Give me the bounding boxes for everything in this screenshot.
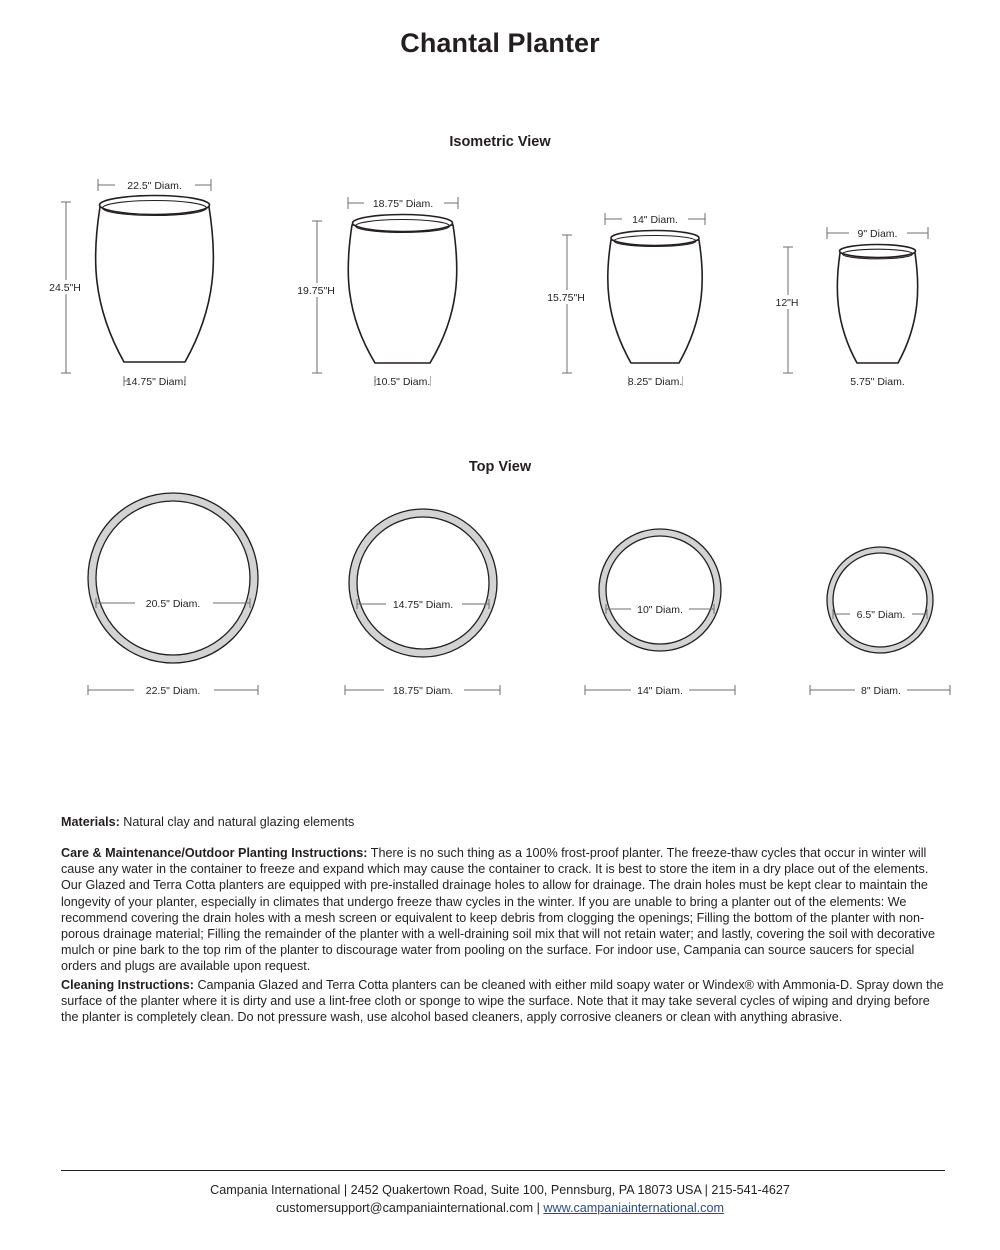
- top-diameter-label: 18.75" Diam.: [372, 198, 434, 210]
- footer-email: customersupport@campaniainternational.com: [276, 1200, 534, 1215]
- planter-rim-outer: [611, 231, 699, 246]
- top-view-row: [0, 490, 1000, 710]
- height-label: 19.75"H: [297, 285, 335, 297]
- planter-body: [96, 207, 214, 362]
- isometric-planter-1: [40, 165, 290, 405]
- planter-body: [837, 253, 917, 363]
- materials-label: Materials:: [61, 815, 120, 829]
- care-text: There is no such thing as a 100% frost-proof planter. The freeze-thaw cycles that occur in winter will cause any water in the container to freeze and expand which may cause the container to crack. It is best to store the item in a dry place out of the elements. Our Glazed and Terra Cotta planters are equipped with pre-installed drainage holes to allow for drainage. The drain holes must be kept clear to maintain the longevity of your planter, especially in climates that undergo freeze thaw cycles in the winter. If you are unable to bring a planter out of the elements: We recommend covering the drain holes with a mesh screen or equivalent to keep debris from clogging the openings; Filling the bottom of the planter with non-porous drainage material; Filling the remainder of the planter with a well-draining soil mix that will not retain water; and lastly, covering the soil with decorative mulch or pine bark to the top rim of the planter to discourage water from pooling on the surface. For indoor use, Campania can source saucers for special orders and plugs are available upon request.: [61, 846, 936, 974]
- height-label: 12"H: [775, 297, 799, 309]
- planter-body: [608, 240, 703, 363]
- inner-diameter-label: 6.5" Diam.: [856, 609, 906, 621]
- isometric-view-row: [0, 165, 1000, 405]
- top-view-planter-2: [300, 490, 550, 710]
- top-diameter-label: 14" Diam.: [632, 214, 678, 226]
- rim-inner-circle: [833, 553, 927, 647]
- height-label: 24.5"H: [49, 282, 81, 294]
- footer-website-link[interactable]: www.campaniainternational.com: [543, 1200, 724, 1215]
- page-title: Chantal Planter: [400, 28, 600, 58]
- care-instructions-paragraph: [61, 845, 945, 974]
- inner-diameter-label: 14.75" Diam.: [392, 599, 454, 611]
- bottom-diameter-label: 14.75" Diam.: [125, 376, 187, 388]
- inner-diameter-label: 10" Diam.: [637, 604, 683, 616]
- footer-address-line: Campania International | 2452 Quakertown Road, Suite 100, Pennsburg, PA 18073 USA | 215-541-4627: [210, 1183, 790, 1197]
- cleaning-text: Campania Glazed and Terra Cotta planters can be cleaned with either mild soapy water or Windex® with Ammonia-D. Spray down the surface of the planter where it is dirty and use a lint-free cloth or sponge to wipe the surface. Note that it may take several cycles of wiping and drying before the planter is completely clean. Do not pressure wash, use alcohol based cleaners, apply corrosive cleaners or clean with anything abrasive.: [61, 978, 944, 1025]
- outer-diameter-label: 18.75" Diam.: [392, 685, 454, 697]
- planter-rim-outer: [353, 215, 453, 232]
- top-diameter-label: 9" Diam.: [857, 228, 898, 240]
- bottom-diameter-label: 10.5" Diam.: [375, 376, 431, 388]
- planter-body: [348, 225, 457, 363]
- isometric-planter-4: [765, 165, 990, 405]
- cleaning-instructions-paragraph: [61, 977, 945, 1026]
- materials-paragraph: [61, 814, 945, 830]
- outer-diameter-label: 8" Diam.: [861, 685, 901, 697]
- cleaning-label: Cleaning Instructions:: [61, 978, 194, 992]
- care-label: Care & Maintenance/Outdoor Planting Instructions:: [61, 846, 368, 860]
- isometric-view-heading: Isometric View: [449, 134, 551, 150]
- top-view-planter-4: [785, 490, 1000, 710]
- isometric-planter-2: [290, 165, 540, 405]
- inner-diameter-label: 20.5" Diam.: [145, 598, 201, 610]
- isometric-planter-3: [545, 165, 775, 405]
- rim-inner-circle: [96, 501, 250, 655]
- height-label: 15.75"H: [547, 292, 585, 304]
- outer-diameter-label: 22.5" Diam.: [145, 685, 201, 697]
- bottom-diameter-label: 5.75" Diam.: [850, 376, 905, 388]
- top-view-planter-1: [40, 490, 290, 710]
- height-dimension: [783, 247, 793, 373]
- rim-inner-circle: [357, 517, 489, 649]
- footer: [0, 1182, 1000, 1218]
- top-diameter-label: 22.5" Diam.: [127, 180, 182, 192]
- top-view-heading: Top View: [468, 459, 532, 475]
- bottom-diameter-label: 8.25" Diam.: [627, 376, 683, 388]
- rim-inner-circle: [606, 536, 714, 644]
- footer-divider: [61, 1170, 945, 1171]
- top-view-planter-3: [555, 490, 785, 710]
- outer-diameter-label: 14" Diam.: [637, 685, 683, 697]
- footer-separator: |: [533, 1200, 544, 1215]
- footer-contact-line: [0, 1200, 1000, 1218]
- planter-rim-outer: [100, 196, 210, 215]
- materials-text: Natural clay and natural glazing elements: [119, 815, 355, 829]
